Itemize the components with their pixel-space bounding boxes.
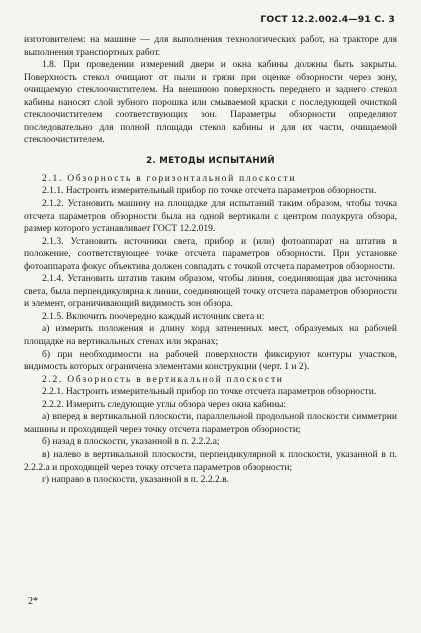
paragraph-continuation: изготовителем: на машине — для выполнения технологических работ, на тракторе для выполнения транспортных работ. xyxy=(24,34,397,58)
paragraph-2-1-5-a: а) измерить положения и длину хорд затененных мест, образуемых на рабочей площадке на вертикальных стенах или экранах; xyxy=(24,323,397,348)
paragraph-2-1-2: 2.1.2. Установить машину на площадке для испытаний таким образом, чтобы точка отсчета параметров обзорности была на одной вертикали с центром полукруга обзора, размер которого устанавливает ГОСТ 12.2.019. xyxy=(24,198,397,235)
paragraph-2-2-2: 2.2.2. Измерить следующие углы обзора через окна кабины: xyxy=(42,398,287,410)
page-header: ГОСТ 12.2.002.4—91 С. 3 xyxy=(260,14,395,25)
paragraph-1-8: 1.8. При проведении измерений двери и окна кабины должны быть закрыты. Поверхность стекол очищают от пыли и грязи при оценке обзорности через зону, очищаемую стеклоочистителем. На внешнюю поверхность переднего и заднего стекол кабины наносят слой зубного порошка или смываемой краски с последующей очисткой стеклоочистителем соответствующих зон. Параметры обзорности определяют последовательно для полной площади стекол кабины и для их части, очищаемой стеклоочистителем. xyxy=(24,59,397,146)
paragraph-2-1-4: 2.1.4. Установить штатив таким образом, чтобы линия, соединяющая два источника света, была перпендикулярна к линии, соединяющей точку отсчета параметров обзорности и элемент, ограничивающий видимость зон обзора. xyxy=(24,273,397,310)
paragraph-2-2-2-b: б) назад в плоскости, указанной в п. 2.2.2.а; xyxy=(42,436,220,448)
subsection-2-1-title: 2.1. Обзорность в горизонтальной плоскости xyxy=(42,172,297,184)
subsection-2-2-title: 2.2. Обзорность в вертикальной плоскости xyxy=(42,373,284,385)
section-title: 2. МЕТОДЫ ИСПЫТАНИЙ xyxy=(146,155,275,166)
paragraph-2-2-2-v: в) налево в вертикальной плоскости, перпендикулярной к плоскости, указанной в п. 2.2.2.а и проходящей через точку отсчета параметров обзорности; xyxy=(24,448,397,473)
page-footer-mark: 2* xyxy=(28,596,38,607)
paragraph-2-1-5: 2.1.5. Включить поочередно каждый источник света и: xyxy=(42,310,265,322)
paragraph-2-1-5-b: б) при необходимости на рабочей поверхности фиксируют контуры участков, видимость которых ограничена элементами конструкции (черт. 1 и 2). xyxy=(24,348,397,373)
paragraph-2-1-1: 2.1.1. Настроить измерительный прибор по точке отсчета параметров обзорности. xyxy=(42,185,377,197)
page-content xyxy=(24,34,397,487)
paragraph-2-2-2-a: а) вперед в вертикальной плоскости, параллельной продольной плоскости симметрии машины и проходящей через точку отсчета параметров обзорности; xyxy=(24,411,397,435)
paragraph-2-1-3: 2.1.3. Установить источники света, прибор и (или) фотоаппарат на штатив в положение, соответствующее точке отсчета параметров обзорности. При установке фотоаппарата фокус объектива должен совпадать с точкой отсчета параметров обзорности. xyxy=(24,235,397,272)
paragraph-2-2-1: 2.2.1. Настроить измерительный прибор по точке отсчета параметров обзорности. xyxy=(42,386,377,398)
paragraph-2-2-2-g: г) направо в плоскости, указанной в п. 2.2.2.в. xyxy=(42,474,230,486)
